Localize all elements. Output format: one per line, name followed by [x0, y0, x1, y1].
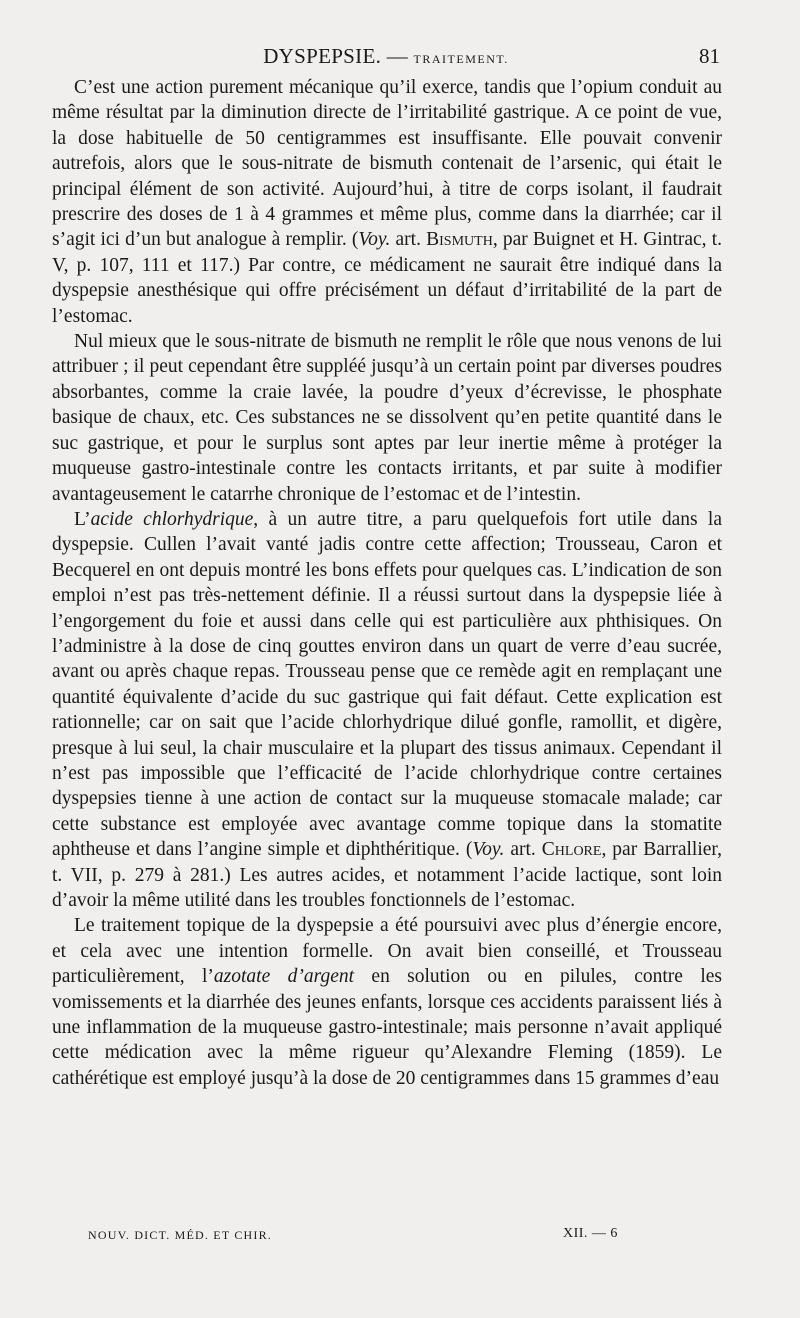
text-run: Nul mieux que le sous-nitrate de bismuth ne remplit le rôle que nous venons de lui attribuer ; il peut cependant être suppléé jusqu’à un certain point par diverses poudres absorbantes, comme la craie lavée, la poudre d’yeux d’écrevisse, le phosphate basique de chaux, etc. Ces substances ne se dissolvent qu’en petite quantité dans le suc gastrique, et pour le surplus sont aptes par leur inertie même à protéger la muqueuse gastro-intestinale contre les contacts irritants, et par suite à modifier avantageusement le catarrhe chronique de l’estomac et de l’intestin. [52, 331, 722, 505]
running-title-section: TRAITEMENT. [413, 52, 509, 66]
text-run: , à un autre titre, a paru quelquefois fort utile dans la dyspepsie. Cullen l’avait vanté jadis contre cette affection; Trousseau, Caron et Becquerel en ont depuis montré les bons effets pour quelques cas. L’indication de son emploi n’est pas très-nettement définie. Il a réussi surtout dans la dyspepsie liée à l’engorgement du foie et aussi dans celle qui est particulière aux phthisiques. On l’administre à la dose de cinq gouttes environ dans un quart de verre d’eau sucrée, avant ou après chaque repas. Trousseau pense que ce remède agit en remplaçant une quantité équivalente d’acide du suc gastrique qui fait défaut. Cette explication est rationnelle; car on sait que l’acide chlorhydrique dilué gonfle, ramollit, et digère, presque à lui seul, la chair musculaire et la plupart des tissus animaux. Cependant il n’est pas impossible que l’efficacité de l’acide chlorhydrique contre certaines dyspepsies tienne à une action de contact sur la muqueuse stomacale malade; car cette substance est employée avec avantage comme topique dans la stomatite aphtheuse et dans l’angine simple et diphthéritique. ( [52, 508, 722, 861]
italic-term: Voy. [358, 229, 391, 251]
article-reference: Bismuth [426, 229, 493, 251]
italic-term: azotate d’argent [213, 966, 355, 988]
page-footer [88, 1228, 700, 1248]
text-run: , par Buignet et H. Gintrac, t. V, p. 107, 111 et 117.) Par contre, ce médicament ne saurait être indiqué dans la dyspepsie anesthésique qui offre précisément un défaut d’irritabilité de la part de l’estomac. [52, 229, 722, 327]
paragraph [52, 507, 722, 914]
italic-term: Voy. [472, 839, 505, 861]
text-run: L’ [74, 508, 91, 530]
article-reference: Chlore [541, 839, 602, 861]
text-run: C’est une action purement mécanique qu’il exerce, tandis que l’opium conduit au même résultat par la diminution directe de l’irritabilité gastrique. A ce point de vue, la dose habituelle de 50 centigrammes est insuffisante. Elle pouvait convenir autrefois, alors que le sous-nitrate de bismuth contenait de l’arsenic, qui était le principal élément de son activité. Aujourd’hui, à titre de corps isolant, il faudrait prescrire des doses de 1 à 4 grammes et même plus, comme dans la diarrhée; car il s’agit ici d’un but analogue à remplir. ( [52, 77, 722, 251]
printer-signature: NOUV. DICT. MÉD. ET CHIR. [88, 1228, 273, 1242]
paragraph [52, 913, 722, 1091]
text-run: art. [390, 229, 427, 251]
running-header [52, 44, 720, 70]
text-run: Le traitement topique de la dyspepsie a été poursuivi avec plus d’énergie encore, et cela avec une intention formelle. On avait bien conseillé, et Trousseau particulièrement, l’ [52, 915, 722, 988]
page-number: 81 [699, 44, 720, 68]
volume-sheet-mark: XII. — 6 [563, 1226, 618, 1241]
text-run: , par Barrallier, t. VII, p. 279 à 281.) Les autres acides, et notamment l’acide lactique, sont loin d’avoir la même utilité dans les troubles fonctionnels de l’estomac. [52, 839, 722, 911]
italic-term: acide chlorhydrique [90, 508, 254, 530]
running-title-main: DYSPEPSIE. [263, 44, 382, 68]
paragraph [52, 329, 722, 507]
paragraph [52, 75, 722, 329]
running-title-dash: — [381, 44, 414, 68]
text-run: en solution ou en pilules, contre les vomissements et la diarrhée des jeunes enfants, lorsque ces accidents paraissent liés à une inflammation de la muqueuse gastro-intestinale; mais personne n’avait appliqué cette médication avec la même rigueur qu’Alexandre Fleming (1859). Le cathérétique est employé jusqu’à la dose de 20 centigrammes dans 15 grammes d’eau [52, 966, 722, 1089]
running-title [52, 44, 720, 69]
text-body [52, 75, 722, 1091]
text-run: art. [504, 839, 542, 861]
